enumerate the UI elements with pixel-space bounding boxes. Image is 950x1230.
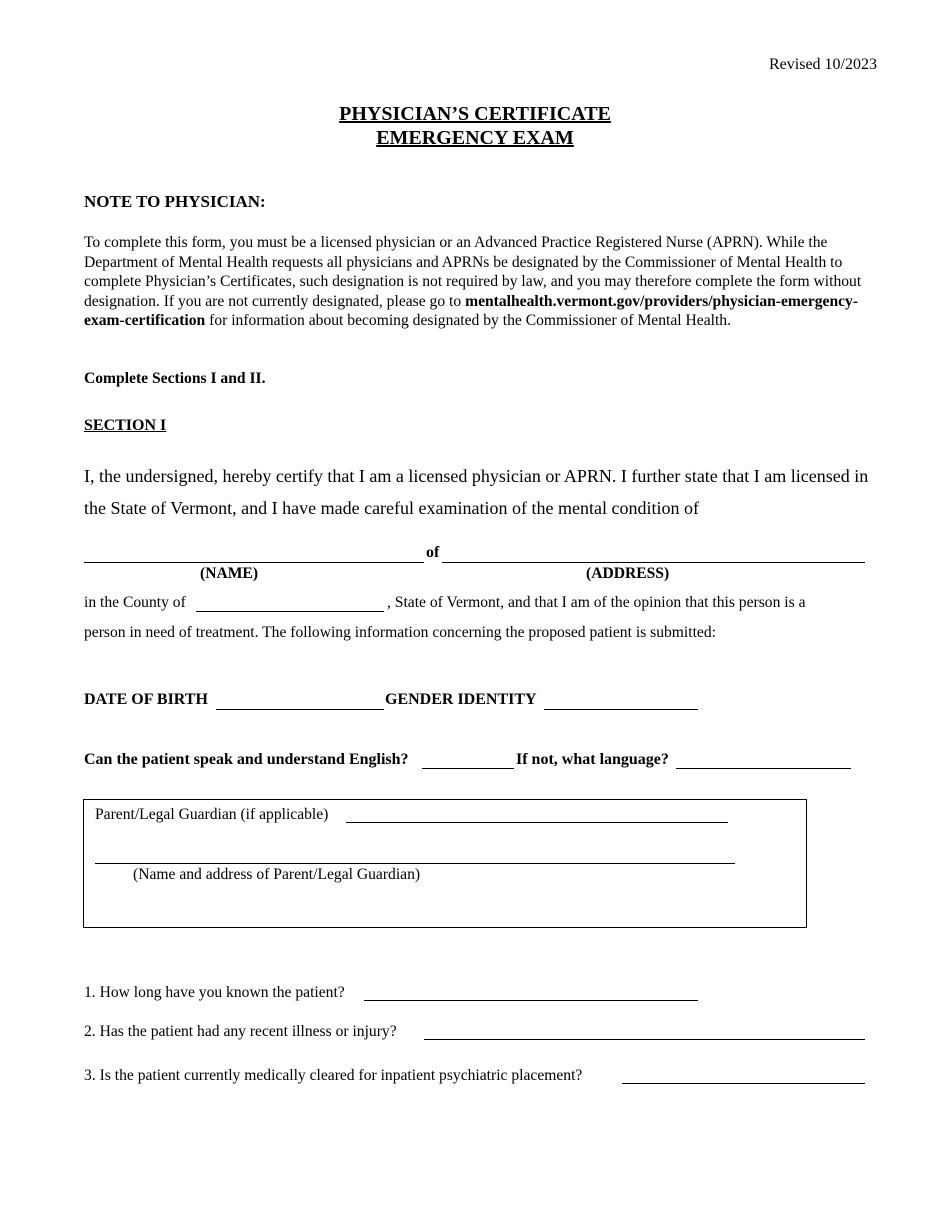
guardian-address-field[interactable] [95, 863, 735, 864]
note-text-end: for information about becoming designated by the Commissioner of Mental Health. [205, 312, 731, 330]
gender-field[interactable] [544, 709, 698, 710]
dob-field[interactable] [216, 709, 384, 710]
question-3: 3. Is the patient currently medically cleared for inpatient psychiatric placement? [84, 1067, 583, 1084]
revision-date: Revised 10/2023 [769, 56, 877, 73]
name-label: (NAME) [200, 565, 259, 582]
certification-statement: I, the undersigned, hereby certify that I am a licensed physician or APRN. I further state that I am licensed in the State of Vermont, and I have made careful examination of the mental condition of [84, 466, 869, 518]
guardian-field[interactable] [346, 822, 728, 823]
guardian-note: (Name and address of Parent/Legal Guardian) [133, 866, 421, 883]
language-question: If not, what language? [516, 751, 669, 768]
name-field[interactable] [84, 562, 424, 563]
address-label: (ADDRESS) [586, 565, 670, 582]
county-field[interactable] [196, 611, 384, 612]
section-i-heading: SECTION I [84, 417, 167, 434]
address-field[interactable] [442, 562, 865, 563]
question-1-field[interactable] [364, 1000, 698, 1001]
english-field[interactable] [422, 768, 514, 769]
county-statement: , State of Vermont, and that I am of the opinion that this person is a [387, 594, 806, 611]
county-label: in the County of [84, 594, 186, 611]
treatment-statement: person in need of treatment. The following information concerning the proposed patient is submitted: [84, 624, 716, 641]
note-text: To complete this form, you must be a licensed physician or an Advanced Practice Registered Nurse (APRN). While the Department of Mental Health requests all physicians and APRNs be designated by the Commissioner of Mental Health to complete Physician’s Certificates, such designation is not required by law, and you may therefore complete the form without designation. If you are not currently designated, please go to [84, 234, 862, 310]
instructions: Complete Sections I and II. [84, 370, 266, 387]
gender-label: GENDER IDENTITY [385, 691, 537, 708]
question-3-field[interactable] [622, 1083, 865, 1084]
guardian-label: Parent/Legal Guardian (if applicable) [95, 806, 329, 823]
note-heading: NOTE TO PHYSICIAN: [84, 192, 266, 211]
form-subtitle: EMERGENCY EXAM [376, 127, 574, 149]
question-2: 2. Has the patient had any recent illness or injury? [84, 1023, 397, 1040]
language-field[interactable] [676, 768, 851, 769]
of-label: of [426, 544, 440, 561]
designation-link[interactable]: mentalhealth.vermont.gov/providers/physician-emergency-exam-certification [84, 292, 859, 330]
note-body [84, 233, 874, 331]
question-2-field[interactable] [424, 1039, 865, 1040]
english-question: Can the patient speak and understand English? [84, 751, 409, 768]
question-1: 1. How long have you known the patient? [84, 984, 345, 1001]
dob-label: DATE OF BIRTH [84, 691, 208, 708]
form-title: PHYSICIAN’S CERTIFICATE [339, 103, 611, 125]
